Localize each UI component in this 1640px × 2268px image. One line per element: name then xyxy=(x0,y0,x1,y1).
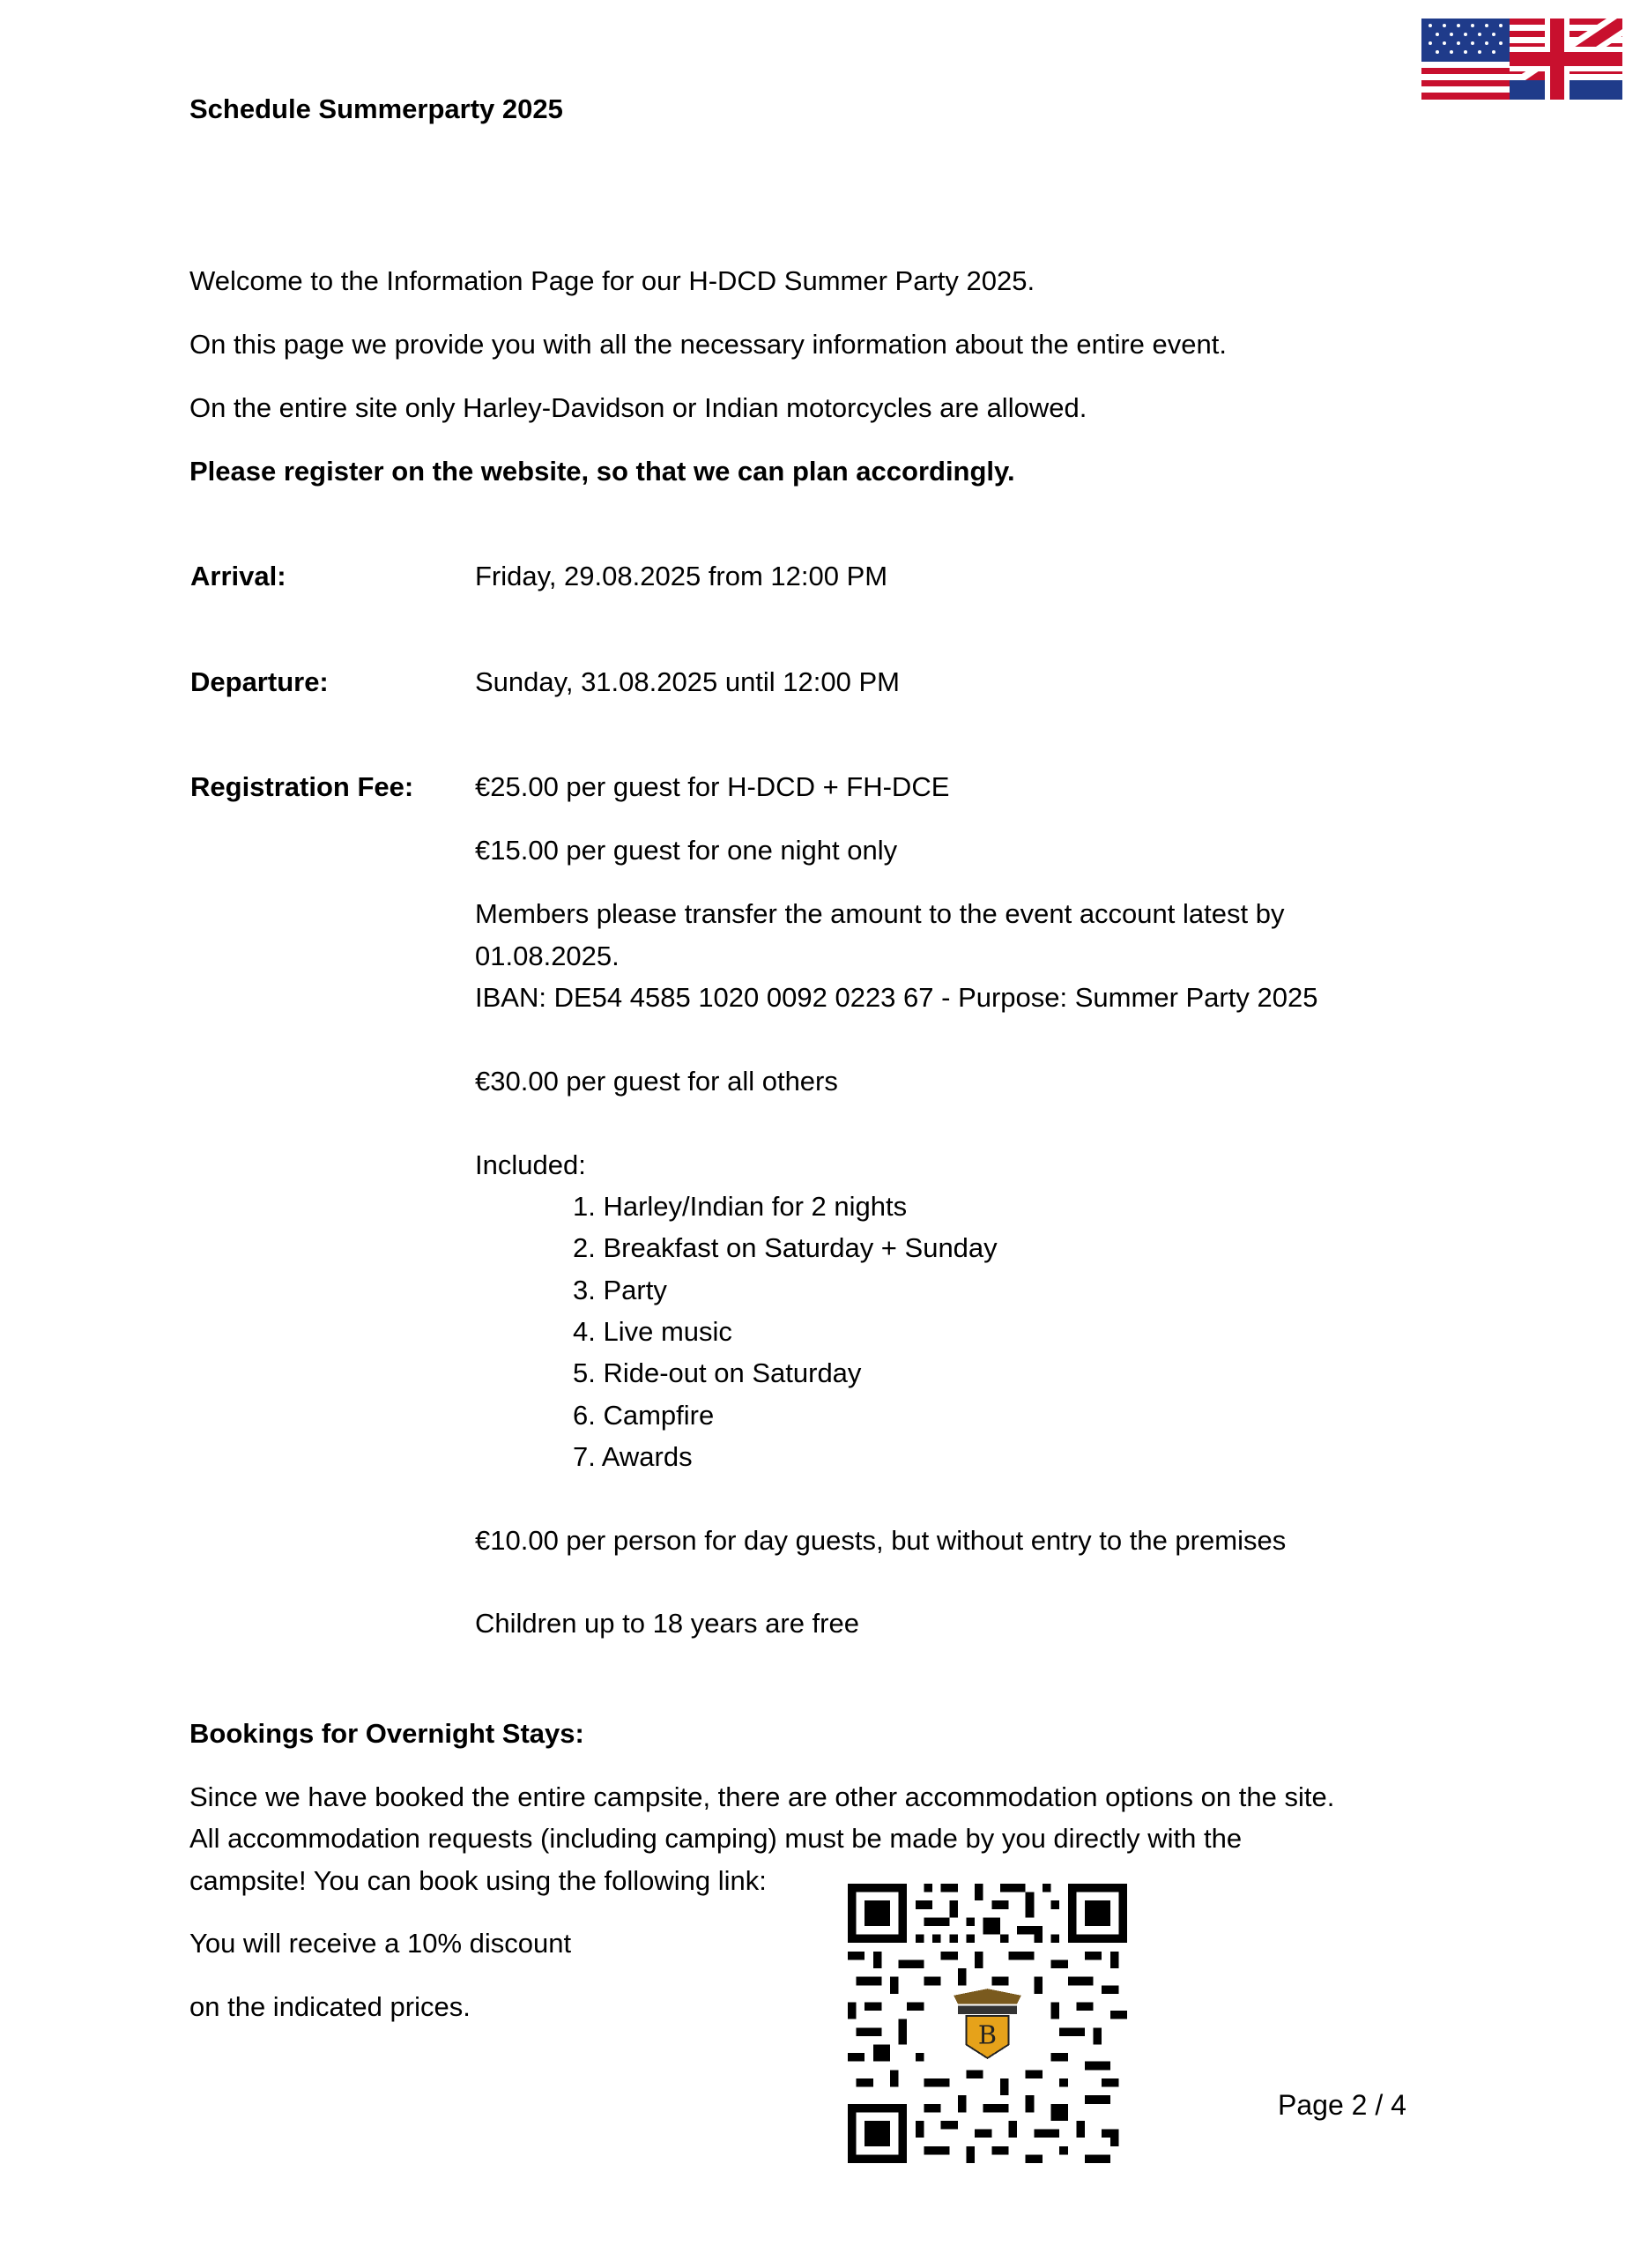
discount-line1: You will receive a 10% discount xyxy=(189,1928,572,1959)
departure-value: Sunday, 31.08.2025 until 12:00 PM xyxy=(475,666,900,697)
fee-transfer-line2: 01.08.2025. xyxy=(475,941,620,971)
intro-bikes: On the entire site only Harley-Davidson or Indian motorcycles are allowed. xyxy=(189,392,1087,423)
us-uk-flag-icon xyxy=(1421,19,1622,100)
bookings-line1: Since we have booked the entire campsite, there are other accommodation options on the site. xyxy=(189,1781,1335,1812)
included-item: 5. Ride-out on Saturday xyxy=(573,1357,862,1388)
fee-day-guests: €10.00 per person for day guests, but without entry to the premises xyxy=(475,1525,1287,1556)
fee-others: €30.00 per guest for all others xyxy=(475,1066,838,1097)
fee-one-night: €15.00 per guest for one night only xyxy=(475,835,898,866)
included-item: 1. Harley/Indian for 2 nights xyxy=(573,1191,908,1222)
included-item: 4. Live music xyxy=(573,1316,732,1347)
discount-line2: on the indicated prices. xyxy=(189,1991,471,2022)
bookings-heading: Bookings for Overnight Stays: xyxy=(189,1718,584,1749)
included-label: Included: xyxy=(475,1149,586,1180)
qr-code-icon[interactable] xyxy=(848,1884,1127,2163)
bookings-line3: campsite! You can book using the following link: xyxy=(189,1865,767,1896)
included-item: 6. Campfire xyxy=(573,1400,715,1431)
included-item: 7. Awards xyxy=(573,1441,693,1472)
intro-register: Please register on the website, so that we can plan accordingly. xyxy=(189,456,1015,487)
intro-info: On this page we provide you with all the necessary information about the entire event. xyxy=(189,329,1227,360)
fee-members: €25.00 per guest for H-DCD + FH-DCE xyxy=(475,771,950,802)
arrival-label: Arrival: xyxy=(190,561,286,591)
page-number: Page 2 / 4 xyxy=(1278,2089,1406,2121)
included-item: 3. Party xyxy=(573,1275,667,1305)
svg-text:B: B xyxy=(977,2019,998,2050)
fee-transfer-line1: Members please transfer the amount to the event account latest by xyxy=(475,898,1285,929)
bookings-line2: All accommodation requests (including camping) must be made by you directly with the xyxy=(189,1823,1243,1854)
departure-label: Departure: xyxy=(190,666,329,697)
fee-children: Children up to 18 years are free xyxy=(475,1608,859,1639)
page-title: Schedule Summerparty 2025 xyxy=(189,93,563,124)
included-item: 2. Breakfast on Saturday + Sunday xyxy=(573,1232,998,1263)
fee-iban: IBAN: DE54 4585 1020 0092 0223 67 - Purpose: Summer Party 2025 xyxy=(475,982,1318,1013)
intro-welcome: Welcome to the Information Page for our H-DCD Summer Party 2025. xyxy=(189,265,1035,296)
fee-label: Registration Fee: xyxy=(190,771,414,802)
arrival-value: Friday, 29.08.2025 from 12:00 PM xyxy=(475,561,888,591)
